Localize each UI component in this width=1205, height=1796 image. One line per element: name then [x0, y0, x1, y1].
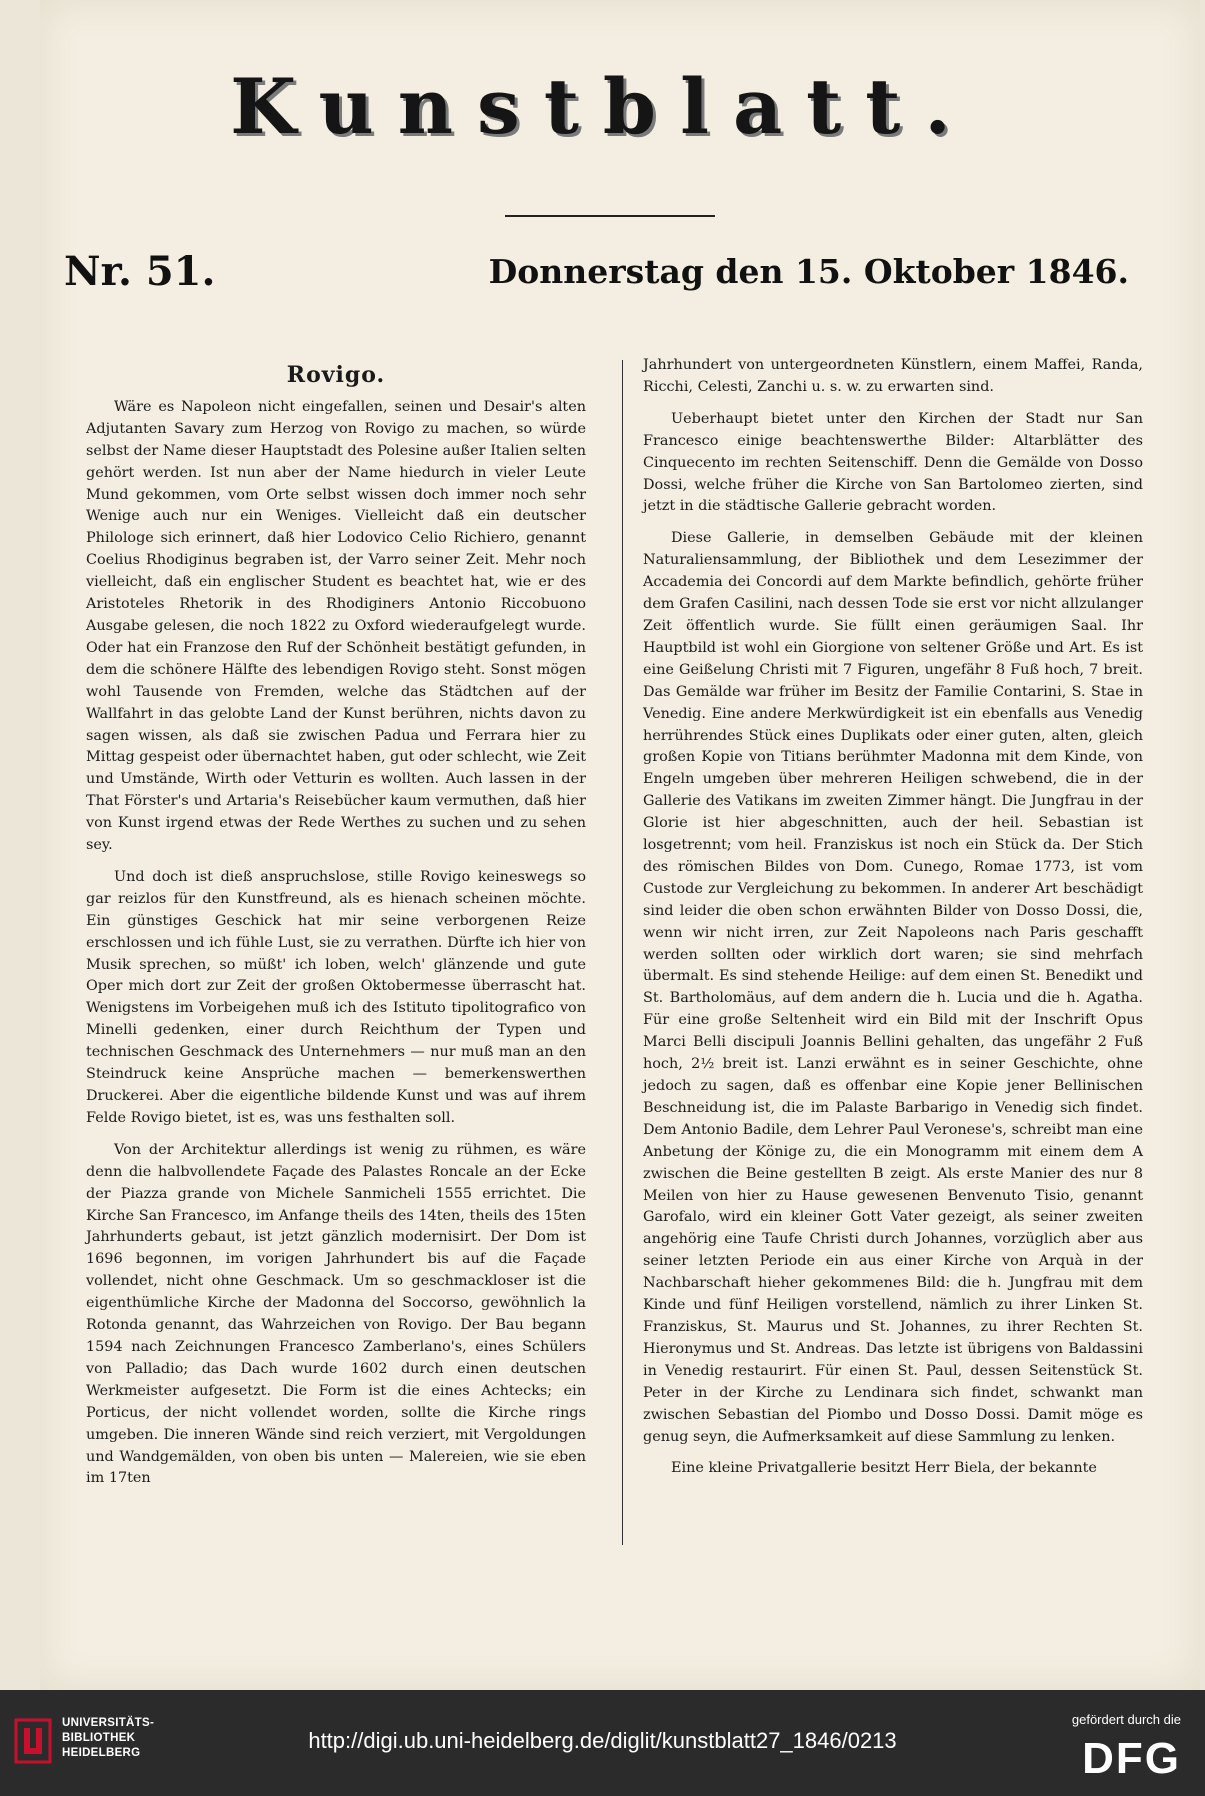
- dateline: Donnerstag den 15. Oktober 1846.: [488, 252, 1129, 291]
- viewer-footer: [0, 1690, 1205, 1796]
- paragraph: Eine kleine Privatgallerie besitzt Herr Biela, der bekannte: [671, 1460, 1097, 1477]
- library-name: UNIVERSITÄTS- BIBLIOTHEK HEIDELBERG: [62, 1717, 155, 1759]
- left-column: [86, 362, 586, 1490]
- issue-number: Nr. 51.: [64, 248, 216, 295]
- paragraph: Wäre es Napoleon nicht eingefallen, seinen und Desair's alten Adjutanten Savary zum Herzog von Rovigo zu machen, so würde selbst der Name dieser Hauptstadt des Polesine außer Italien selten gehört werden. Ist nun aber der Name hiedurch in vieler Leute Mund gekommen, vom Orte selbst wissen doch immer noch sehr Wenige auch nur ein Weniges. Vielleicht daß ein deutscher Philologe sich erinnert, daß hier Lodovico Celio Richiero, genannt Coelius Rhodiginus begraben ist, der Varro seiner Zeit. Mehr noch vielleicht, daß ein englischer Student es beachtet hat, wie er des Aristoteles Rhetorik in des Rhodiginers Antonio Riccobuono Ausgabe gelesen, die noch 1822 zu Oxford wiederaufgelegt wurde. Oder hat ein Franzose den Ruf der Schönheit bestätigt gefunden, in dem die schönere Hälfte des lebendigen Rovigo steht. Sonst mögen wohl Tausende von Fremden, welche das Städtchen auf der Wallfahrt in das gelobte Land der Kunst berühren, nichts davon zu sagen wissen, als daß sie zwischen Padua und Ferrara hier zu Mittag gespeist oder übernachtet haben, gut oder schlecht, wie Zeit und Umstände, Wirth oder Vetturin es wollten. Auch lassen in der That Förster's und Artaria's Reisebücher kaum vermuthen, daß hier von Kunst irgend etwas der Rede Werthes zu suchen und zu sehen sey.: [86, 398, 586, 854]
- right-column: [643, 355, 1143, 1480]
- paragraph: Jahrhundert von untergeordneten Künstlern, einem Maffei, Randa, Ricchi, Celesti, Zanchi u. s. w. zu erwarten sind.: [643, 357, 1143, 395]
- paragraph: Diese Gallerie, in demselben Gebäude mit der kleinen Naturaliensammlung, der Bibliothek und dem Lesezimmer der Accademia dei Concordi auf dem Markte befindlich, gehörte früher dem Grafen Casilini, nach dessen Tode sie erst vor nicht allzulanger Zeit öffentlich wurde. Sie füllt einen geräumigen Saal. Ihr Hauptbild ist wohl ein Giorgione von seltener Größe und Art. Es ist eine Geißelung Christi mit 7 Figuren, ungefähr 8 Fuß hoch, 7 breit. Das Gemälde war früher im Besitz der Familie Contarini, S. Stae in Venedig. Eine andere Merkwürdigkeit ist ein ebenfalls aus Venedig herrührendes Stück eines Duplikats oder einer guten, alten, gleich großen Kopie von Titians berühmter Madonna mit dem Kinde, von Engeln umgeben über mehreren Heiligen schwebend, die in der Gallerie des Vatikans im zweiten Zimmer hängt. Die Jungfrau in der Glorie ist hier abgeschnitten, auch der heil. Sebastian ist losgetrennt; vom heil. Franziskus ist noch ein Stück da. Der Stich des römischen Bildes von Dom. Cunego, Romae 1773, ist vom Custode zur Vergleichung zu bekommen. In anderer Art beschädigt sind leider die oben schon erwähnten Bilder von Dosso Dossi, die, wenn wir nicht irren, zur Zeit Napoleons nach Paris geschafft werden sollten oder wirklich dort waren; sie sind mehrfach übermalt. Es sind stehende Heilige: auf dem einen St. Benedikt und St. Bartholomäus, auf dem andern die h. Lucia und die h. Agatha. Für eine große Seltenheit wird ein Bild mit der Inschrift Opus Marci Belli discipuli Joannis Bellini gehalten, das ungefähr 2 Fuß hoch, 2½ breit ist. Lanzi erwähnt es in seiner Geschichte, ohne jedoch zu sagen, daß es offenbar eine Kopie jener Bellinischen Beschneidung ist, die im Palaste Barbarigo in Venedig sich findet. Dem Antonio Badile, dem Lehrer Paul Veronese's, schreibt man eine Anbetung der Könige zu, die ein Monogramm mit einem dem A zwischen die Beine gestellten B zeigt. Als erste Manier des nur 8 Meilen von hier zu Hause gewesenen Benvenuto Tisio, genannt Garofalo, wird ein kleiner Gott Vater gezeigt, als seiner zweiten angehörig eine Taufe Christi durch Johannes, vorzüglich aber aus seiner letzten Periode ein aus einer Kirche von Arquà in der Nachbarschaft hieher gekommenes Bild: die h. Jungfrau mit dem Kinde und fünf Heiligen vorstellend, nämlich zu ihrer Linken St. Franziskus, St. Maurus und St. Johannes, zu ihrer Rechten St. Hieronymus und St. Andreas. Das letzte ist übrigens von Baldassini in Venedig restaurirt. Für einen St. Paul, dessen Seitenstück St. Peter in der Kirche zu Lendinara sich findet, schwankt man zwischen Sebastian del Piombo und Dosso Dossi. Damit möge es genug seyn, die Aufmerksamkeit auf diese Sammlung zu lenken.: [643, 530, 1143, 1445]
- masthead-rule: [505, 215, 715, 217]
- dfg-logo[interactable]: DFG: [1082, 1734, 1181, 1783]
- funding-label: gefördert durch die: [1071, 1712, 1181, 1727]
- paragraph: Und doch ist dieß anspruchslose, stille Rovigo keineswegs so gar reizlos für den Kunstfreund, als es hienach scheinen möchte. Ein günstiges Geschick hat mir seine verborgenen Reize erschlossen und ich fühle Lust, sie zu verrathen. Dürfte ich hier von Musik sprechen, so müßt' ich loben, welch' glänzende und gute Oper mich dort zur Zeit der großen Oktobermesse überrascht hat. Wenigstens im Vorbeigehen muß ich des Istituto tipolitografico von Minelli gedenken, einer durch Reichthum der Typen und technischen Geschmack des Unternehmers — nur muß man an den Steindruck keine Ansprüche machen — bemerkenswerthen Druckerei. Aber die eigentliche bildende Kunst und was auf ihrem Felde Rovigo bietet, ist es, was uns festhalten soll.: [86, 868, 586, 1126]
- permalink-url[interactable]: http://digi.ub.uni-heidelberg.de/diglit/kunstblatt27_1846/0213: [308, 1728, 897, 1753]
- paragraph: Ueberhaupt bietet unter den Kirchen der Stadt nur San Francesco einige beachtenswerthe Bilder: Altarblätter des Cinquecento im rechten Seitenschiff. Denn die Gemälde von Dosso Dossi, welche früher die Kirche von San Bartolomeo zierten, sind jetzt in die städtische Gallerie gebracht worden.: [643, 410, 1143, 515]
- article-title: Rovigo.: [286, 362, 386, 388]
- column-divider: [622, 360, 623, 1545]
- masthead-title: Kunstblatt.: [230, 62, 975, 151]
- paragraph: Von der Architektur allerdings ist wenig zu rühmen, es wäre denn die halbvollendete Façade des Palastes Roncale an der Ecke der Piazza grande von Michele Sanmicheli 1555 errichtet. Die Kirche San Francesco, im Anfange theils des 14ten, theils des 15ten Jahrhunderts gebaut, ist jetzt gänzlich modernisirt. Der Dom ist 1696 begonnen, im vorigen Jahrhundert bis auf die Façade vollendet, nicht ohne Geschmack. Um so geschmackloser ist die eigenthümliche Kirche der Madonna del Soccorso, gewöhnlich la Rotonda genannt, das Wahrzeichen von Rovigo. Der Bau begann 1594 nach Zeichnungen Francesco Zamberlano's, eines Schülers von Palladio; das Dach wurde 1602 durch einen deutschen Werkmeister aufgesetzt. Die Form ist die eines Achtecks; ein Porticus, der nicht vollendet worden, sollte die Kirche rings umgeben. Die inneren Wände sind reich verziert, mit Vergoldungen und Wandgemälden, von oben bis unten — Malereien, wie sie eben im 17ten: [86, 1141, 586, 1487]
